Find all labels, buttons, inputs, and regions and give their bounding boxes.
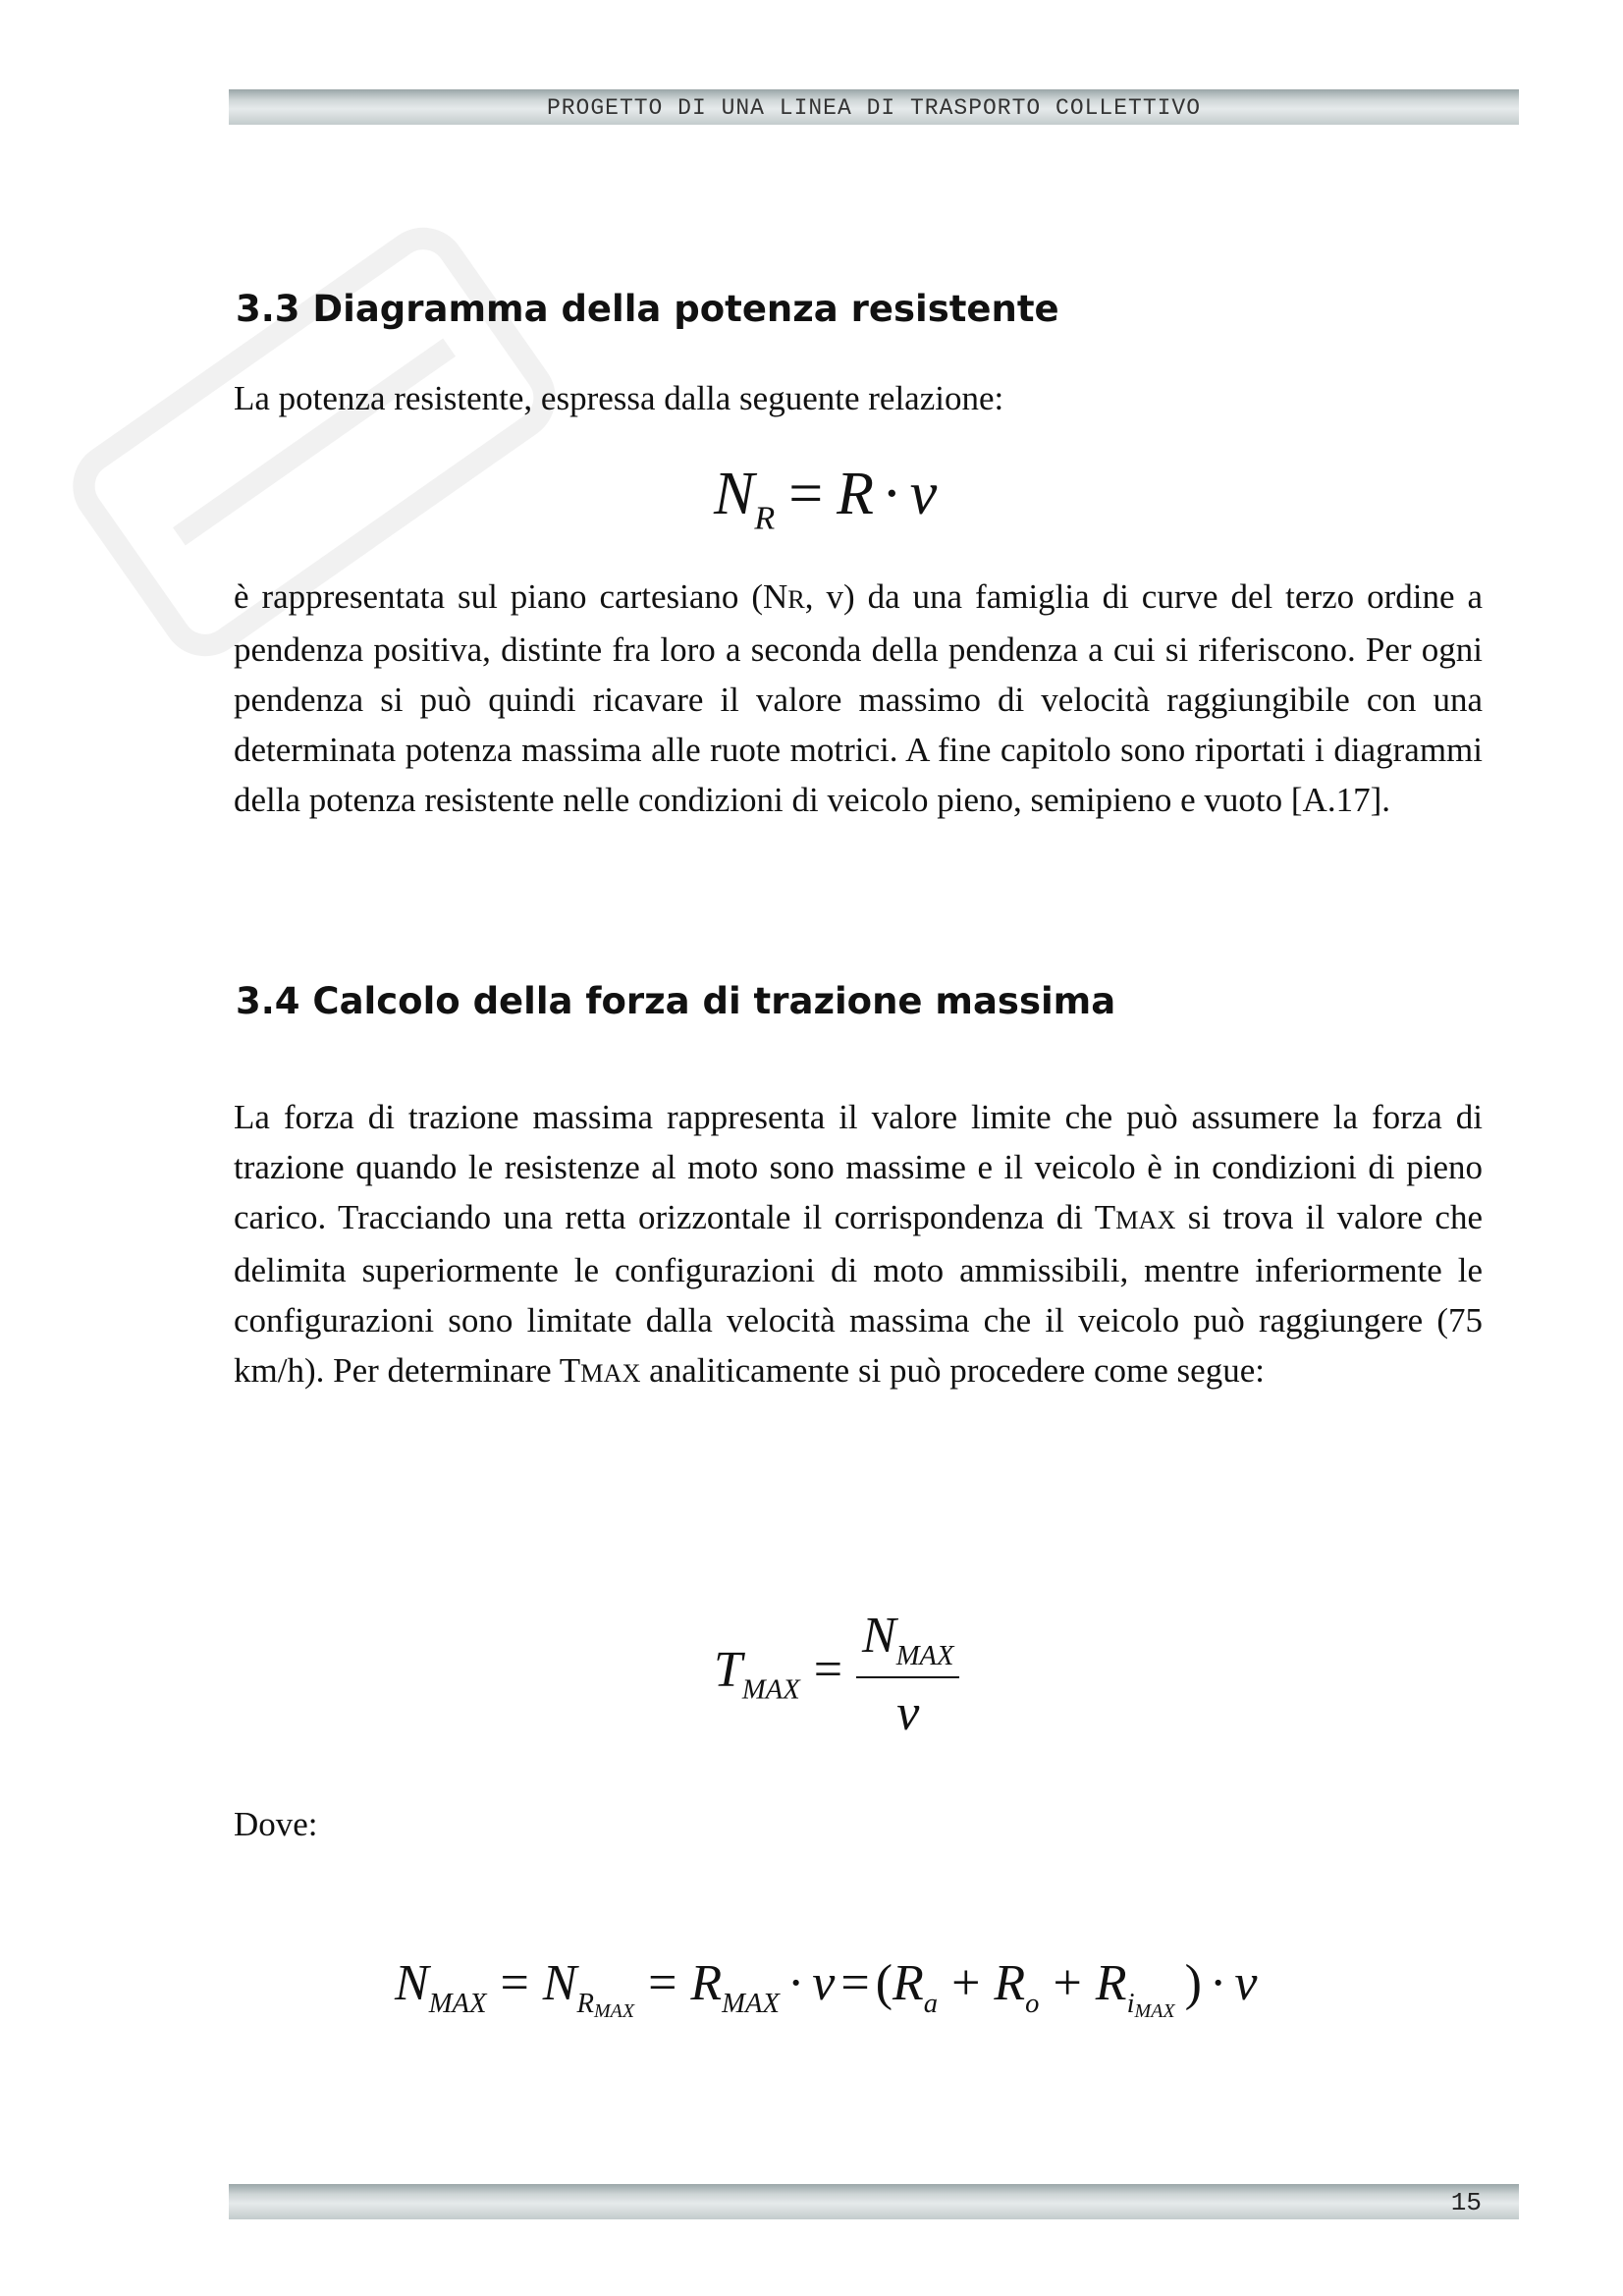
formula-tmax-lhs: T	[714, 1641, 742, 1698]
fn-t2: N	[542, 1955, 577, 2011]
formula-tmax-num-sub: MAX	[895, 1640, 954, 1671]
running-header	[229, 89, 1519, 125]
running-title: PROGETTO DI UNA LINEA DI TRASPORTO COLLETTIVO	[546, 95, 1202, 121]
fn-t7: R	[1095, 1955, 1127, 2011]
dove-label: Dove:	[234, 1805, 318, 1843]
formula-nr-lhs-sub: R	[754, 500, 776, 537]
fn-t5: R	[893, 1955, 924, 2011]
formula-tmax-den-v: v	[896, 1684, 920, 1741]
formula-tmax-denominator	[856, 1678, 959, 1742]
section-3-4-body-part1: La forza di trazione massima rappresenta il valore limite che può assumere la forza di trazione quando le resistenze al moto sono massime e il veicolo è in condizioni di pieno carico. Tracciando una retta orizzontale il corrispondenza di T	[234, 1098, 1483, 1236]
formula-nr-v: v	[909, 461, 938, 527]
fn-eq1: =	[500, 1955, 529, 2011]
section-3-4-body-sub1: MAX	[1115, 1206, 1176, 1234]
fn-t5-sub: a	[923, 1988, 939, 2019]
fn-plus1: +	[951, 1955, 981, 2011]
fn-t2-sub-r: R	[576, 1988, 594, 2019]
formula-nr-dot: ·	[882, 461, 902, 527]
section-3-4-body-sub2: MAX	[580, 1359, 641, 1388]
fn-t3-sub: MAX	[722, 1988, 780, 2019]
formula-nr-eq: =	[788, 461, 824, 527]
section-heading-3-4: 3.4 Calcolo della forza di trazione massima	[236, 980, 1116, 1022]
fn-t8: v	[1234, 1955, 1258, 2011]
formula-nr	[714, 460, 937, 537]
formula-tmax	[714, 1607, 959, 1742]
section-3-3-intro: La potenza resistente, espressa dalla seguente relazione:	[234, 379, 1004, 417]
formula-tmax-numerator	[856, 1607, 959, 1678]
fn-t4: v	[812, 1955, 836, 2011]
fn-eq2: =	[648, 1955, 677, 2011]
formula-tmax-lhs-sub: MAX	[741, 1674, 800, 1706]
section-3-3-body	[234, 572, 1483, 825]
formula-nr-r: R	[837, 461, 875, 527]
fn-t2-sub	[576, 1988, 635, 2022]
section-3-3-body-part1: è rappresentata sul piano cartesiano (N	[234, 577, 788, 616]
formula-nr-lhs: N	[714, 461, 755, 527]
section-heading-3-3: 3.3 Diagramma della potenza resistente	[236, 288, 1059, 330]
section-3-4-body	[234, 1092, 1483, 1398]
fn-lpar: (	[875, 1955, 893, 2011]
section-3-3-body-sub: R	[787, 585, 805, 614]
fn-t2-subsub: MAX	[593, 1999, 635, 2022]
formula-nmax	[395, 1954, 1257, 2023]
formula-tmax-num-n: N	[862, 1608, 896, 1664]
fn-t7-sub-i: i	[1126, 1988, 1135, 2019]
fn-t7-sub	[1126, 1988, 1175, 2022]
fn-t1-sub: MAX	[428, 1988, 487, 2019]
page-number: 15	[1450, 2188, 1482, 2217]
fn-t7-subsub: MAX	[1134, 1999, 1175, 2022]
fn-t6: R	[994, 1955, 1026, 2011]
section-3-4-body-part3: analiticamente si può procedere come segue:	[640, 1351, 1265, 1390]
section-3-4-body-part2: si trova il valore che delimita superiormente le configurazioni di moto ammissibili, mentre inferiormente le configurazioni sono limitate dalla velocità massima che il veicolo può raggiungere (75 km/h). Per determinare T	[234, 1198, 1483, 1390]
fn-t3: R	[690, 1955, 723, 2011]
fn-t1: N	[395, 1955, 429, 2011]
fn-plus2: +	[1053, 1955, 1082, 2011]
fn-rpar: )	[1184, 1955, 1202, 2011]
formula-tmax-fraction	[856, 1607, 959, 1742]
fn-dot2: ·	[1209, 1955, 1227, 2011]
fn-dot1: ·	[786, 1955, 805, 2011]
fn-eq3: =	[840, 1955, 870, 2011]
fn-t6-sub: o	[1025, 1988, 1040, 2019]
formula-tmax-eq: =	[813, 1641, 843, 1698]
section-3-3-body-part2: , v) da una famiglia di curve del terzo ordine a pendenza positiva, distinte fra loro a seconda della pendenza a cui si riferiscono. Per ogni pendenza si può quindi ricavare il valore massimo di velocità raggiungibile con una determinata potenza massima alle ruote motrici. A fine capitolo sono riportati i diagrammi della potenza resistente nelle condizioni di veicolo pieno, semipieno e vuoto [A.17].	[234, 577, 1483, 819]
running-footer	[229, 2184, 1519, 2219]
